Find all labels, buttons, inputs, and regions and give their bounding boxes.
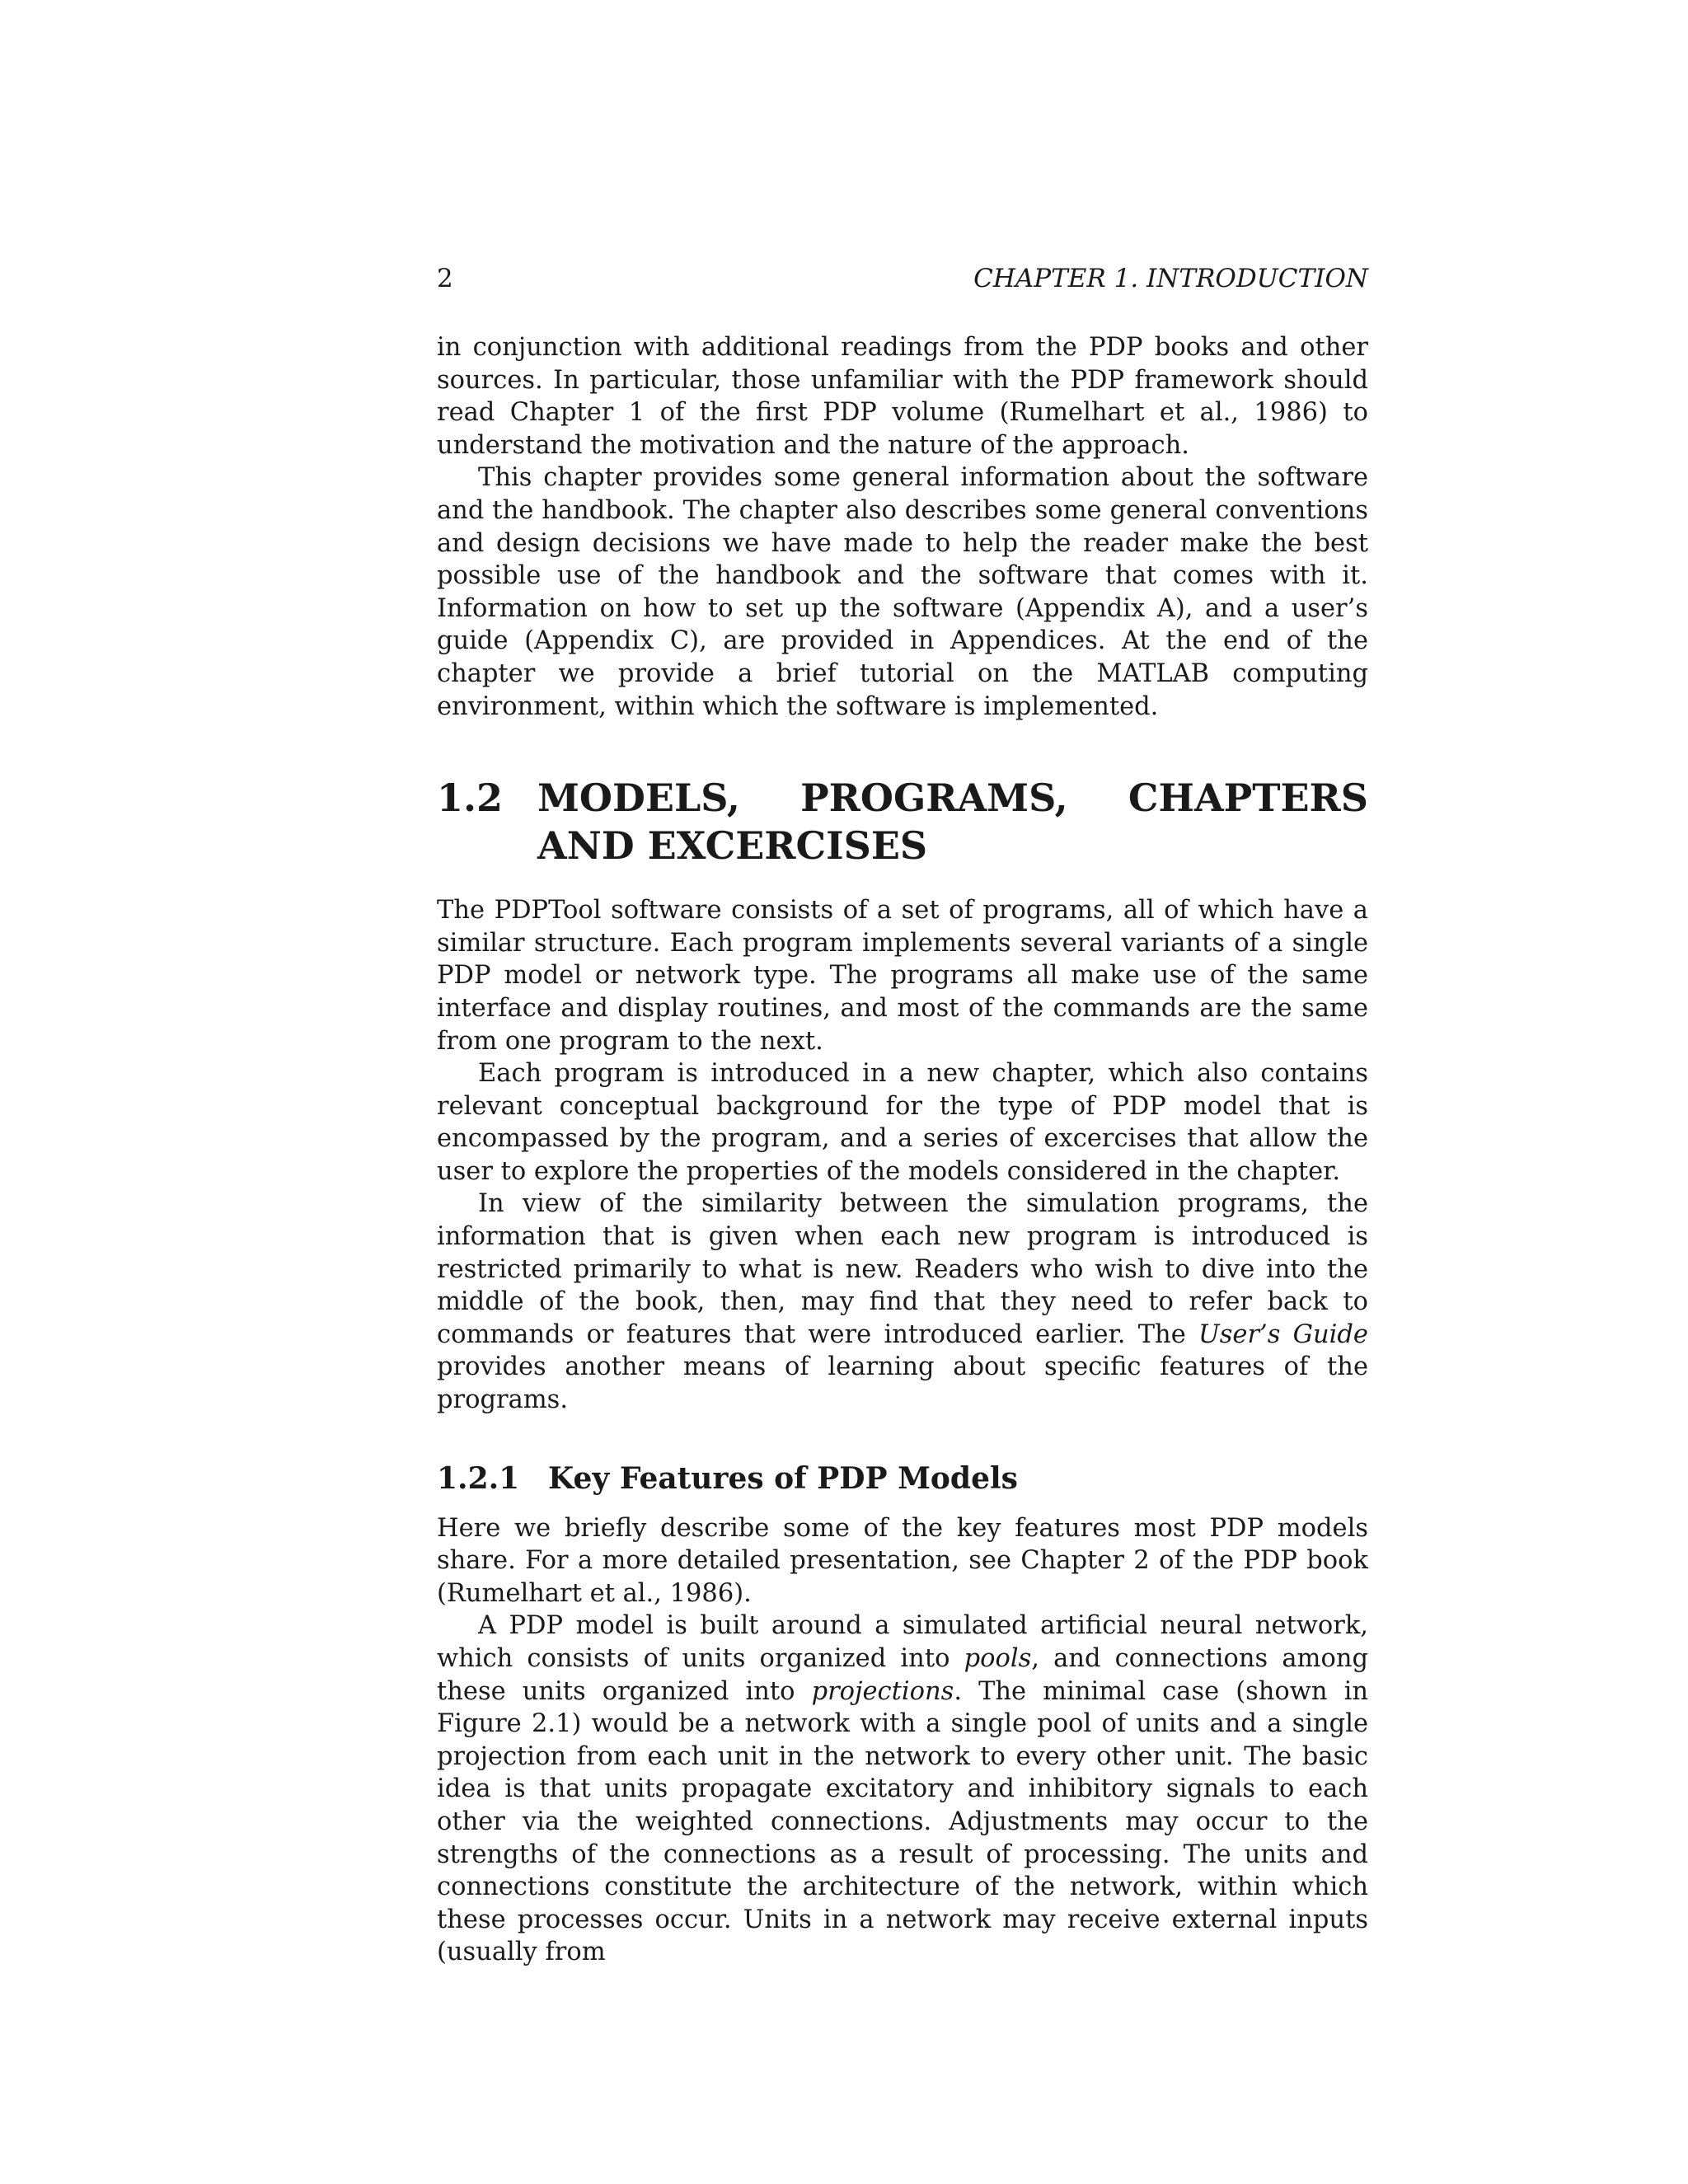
subsection-number: 1.2.1 (437, 1460, 520, 1496)
subsection-paragraph-1: Here we briefly describe some of the key features most PDP models share. For a more detailed presentation, see Chapter 2 of the PDP book (Rumelhart et al., 1986). (437, 1513, 1368, 1608)
section-paragraph-3 (437, 1188, 1368, 1416)
section-paragraph-3-text-b: provides another means of learning about specific features of the programs. (437, 1352, 1368, 1415)
subsection-title: Key Features of PDP Models (548, 1460, 1018, 1496)
subsection-paragraph-2-text-c: . The minimal case (shown in Figure 2.1) would be a network with a single pool of units and a single projection from each unit in the network to every other unit. The basic idea is that units propagate excitatory and inhibitory signals to each other via the weighted connections. Adjustments may occur to the strengths of the connections as a result of processing. The units and connections constitute the architecture of the network, within which these processes occur. Units in a network may receive external inputs (usually from (437, 1676, 1368, 1967)
section-paragraph-3-text-a: In view of the similarity between the simulation programs, the information that is given when each new program is introduced is restricted primarily to what is new. Readers who wish to dive into the middle of the book, then, may find that they need to refer back to commands or features that were introduced earlier. The (437, 1189, 1368, 1349)
intro-paragraph-2: This chapter provides some general information about the software and the handbook. The chapter also describes some general conventions and design decisions we have made to help the reader make the best possible use of the handbook and the software that comes with it. Information on how to set up the software (Appendix A), and a user’s guide (Appendix C), are provided in Appendices. At the end of the chapter we provide a brief tutorial on the MATLAB computing environment, within which the software is implemented. (437, 463, 1368, 721)
running-chapter-title: CHAPTER 1. INTRODUCTION (973, 264, 1368, 293)
subsection-paragraph-2-text-a: A PDP model is built around a simulated artificial neural network, which consists of units organized into (437, 1611, 1368, 1673)
running-head (437, 262, 1368, 295)
intro-paragraph-1: in conjunction with additional readings from the PDP books and other sources. In particular, those unfamiliar with the PDP framework should read Chapter 1 of the first PDP volume (Rumelhart et al., 1986) to understand the motivation and the nature of the approach. (437, 333, 1368, 460)
page-number: 2 (437, 264, 453, 293)
section-paragraph-2: Each program is introduced in a new chapter, which also contains relevant conceptual background for the type of PDP model that is encompassed by the program, and a series of excercises that allow the user to explore the properties of the models considered in the chapter. (437, 1059, 1368, 1186)
projections-emphasis: projections (811, 1676, 954, 1706)
section-title: MODELS, PROGRAMS, CHAPTERS AND EXCERCISES (537, 776, 1368, 869)
pools-emphasis: pools (964, 1644, 1032, 1673)
section-paragraph-1: The PDPTool software consists of a set of programs, all of which have a similar structure. Each program implements several variants of a single PDP model or network type. The programs all make use of the same interface and display routines, and most of the commands are the same from one program to the next. (437, 896, 1368, 1056)
body-text (437, 331, 1368, 1969)
subsection-paragraph-2-text-b: , and connections among these units organized into (437, 1644, 1368, 1706)
users-guide-emphasis: User’s Guide (1198, 1319, 1368, 1349)
subsection-heading (437, 1460, 1368, 1497)
section-number: 1.2 (437, 776, 504, 821)
section-heading (437, 774, 1368, 869)
page (437, 262, 1368, 1969)
subsection-paragraph-2 (437, 1610, 1368, 1969)
